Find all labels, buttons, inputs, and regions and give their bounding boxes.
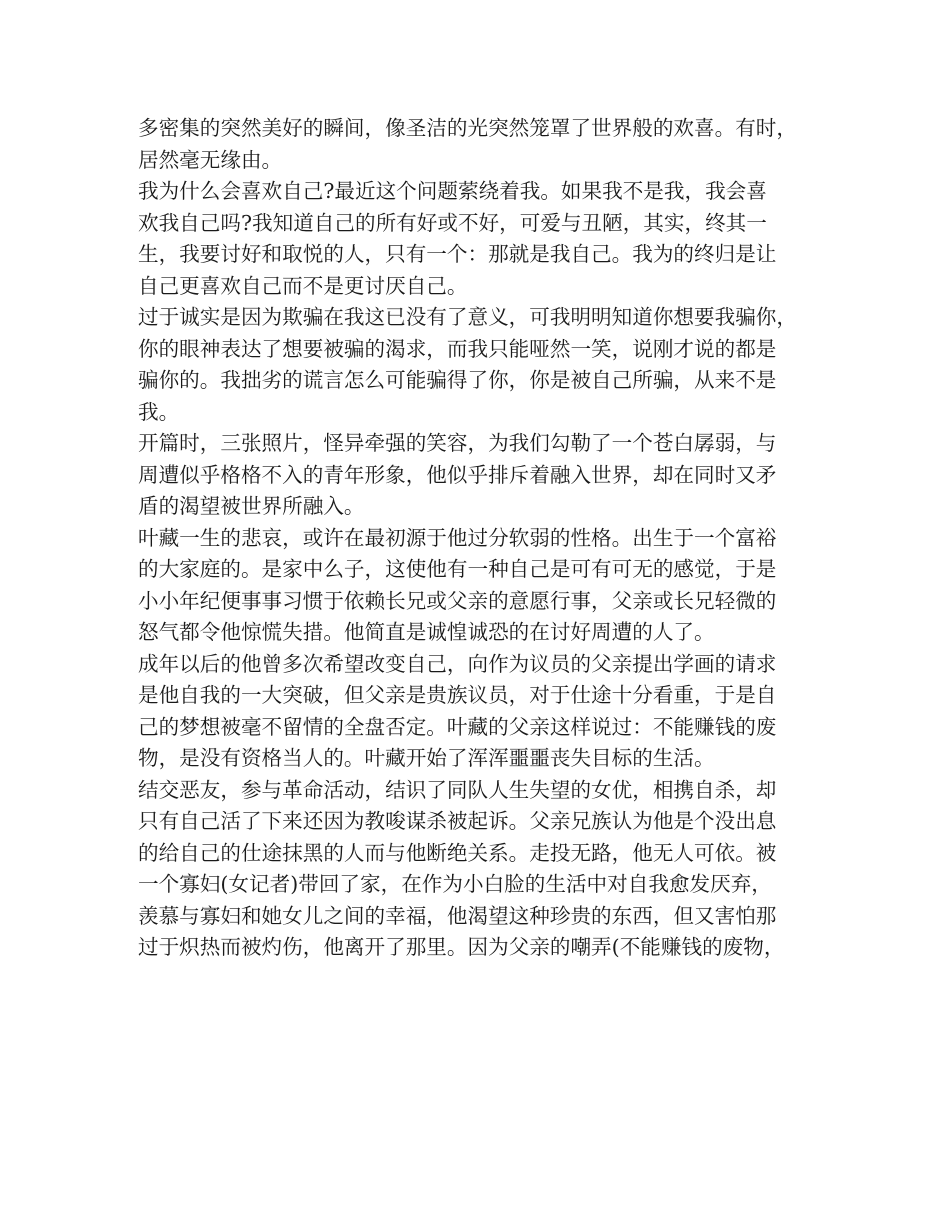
text-line: 生，我要讨好和取悦的人，只有一个：那就是我自己。我为的终归是让	[138, 242, 777, 266]
text-line: 羡慕与寡妇和她女儿之间的幸福，他渴望这种珍贵的东西，但又害怕那	[138, 903, 777, 928]
text-line: 盾的渴望被世界所融入。	[138, 494, 365, 518]
text-line: 欢我自己吗?我知道自己的所有好或不好，可爱与丑陋，其实，终其一	[138, 210, 767, 235]
text-line: 成年以后的他曾多次希望改变自己，向作为议员的父亲提出学画的请求	[138, 651, 777, 676]
text-line: 小小年纪便事事习惯于依赖长兄或父亲的意愿行事，父亲或长兄轻微的	[138, 588, 777, 613]
text-line: 你的眼神表达了想要被骗的渴求，而我只能哑然一笑，说刚才说的都是	[138, 336, 777, 361]
text-line: 的大家庭的。是家中么子，这使他有一种自己是可有可无的感觉，于是	[138, 557, 777, 581]
text-line: 开篇时，三张照片，怪异牵强的笑容，为我们勾勒了一个苍白孱弱，与	[138, 431, 777, 455]
text-line: 多密集的突然美好的瞬间，像圣洁的光突然笼罩了世界般的欢喜。有时，	[138, 116, 797, 140]
text-line: 周遭似乎格格不入的青年形象，他似乎排斥着融入世界，却在同时又矛	[138, 462, 777, 487]
text-line: 我。	[138, 399, 180, 424]
text-line: 我为什么会喜欢自己?最近这个问题萦绕着我。如果我不是我，我会喜	[138, 179, 767, 203]
text-line: 居然毫无缘由。	[138, 147, 283, 172]
text-line: 骗你的。我拙劣的谎言怎么可能骗得了你，你是被自己所骗，从来不是	[138, 368, 777, 392]
text-line: 叶藏一生的悲哀，或许在最初源于他过分软弱的性格。出生于一个富裕	[138, 525, 777, 550]
text-line: 一个寡妇(女记者)带回了家，在作为小白脸的生活中对自我愈发厌弃，	[138, 872, 772, 896]
text-line: 己的梦想被毫不留情的全盘否定。叶藏的父亲这样说过：不能赚钱的废	[138, 714, 777, 739]
text-line: 过于诚实是因为欺骗在我这已没有了意义，可我明明知道你想要我骗你，	[138, 305, 797, 329]
text-line: 的给自己的仕途抹黑的人而与他断绝关系。走投无路，他无人可依。被	[138, 840, 777, 865]
text-line: 是他自我的一大突破，但父亲是贵族议员，对于仕途十分看重，于是自	[138, 683, 777, 707]
text-line: 怒气都令他惊慌失措。他简直是诚惶诚恐的在讨好周遭的人了。	[138, 620, 715, 644]
text-line: 过于炽热而被灼伤，他离开了那里。因为父亲的嘲弄(不能赚钱的废物，	[138, 935, 785, 959]
text-line: 物，是没有资格当人的。叶藏开始了浑浑噩噩丧失目标的生活。	[138, 746, 715, 770]
text-line: 只有自己活了下来还因为教唆谋杀被起诉。父亲兄族认为他是个没出息	[138, 809, 777, 833]
text-line: 自己更喜欢自己而不是更讨厌自己。	[138, 273, 468, 298]
text-line: 结交恶友，参与革命活动，结识了同队人生失望的女优，相携自杀，却	[138, 777, 777, 802]
body-text	[138, 113, 828, 964]
